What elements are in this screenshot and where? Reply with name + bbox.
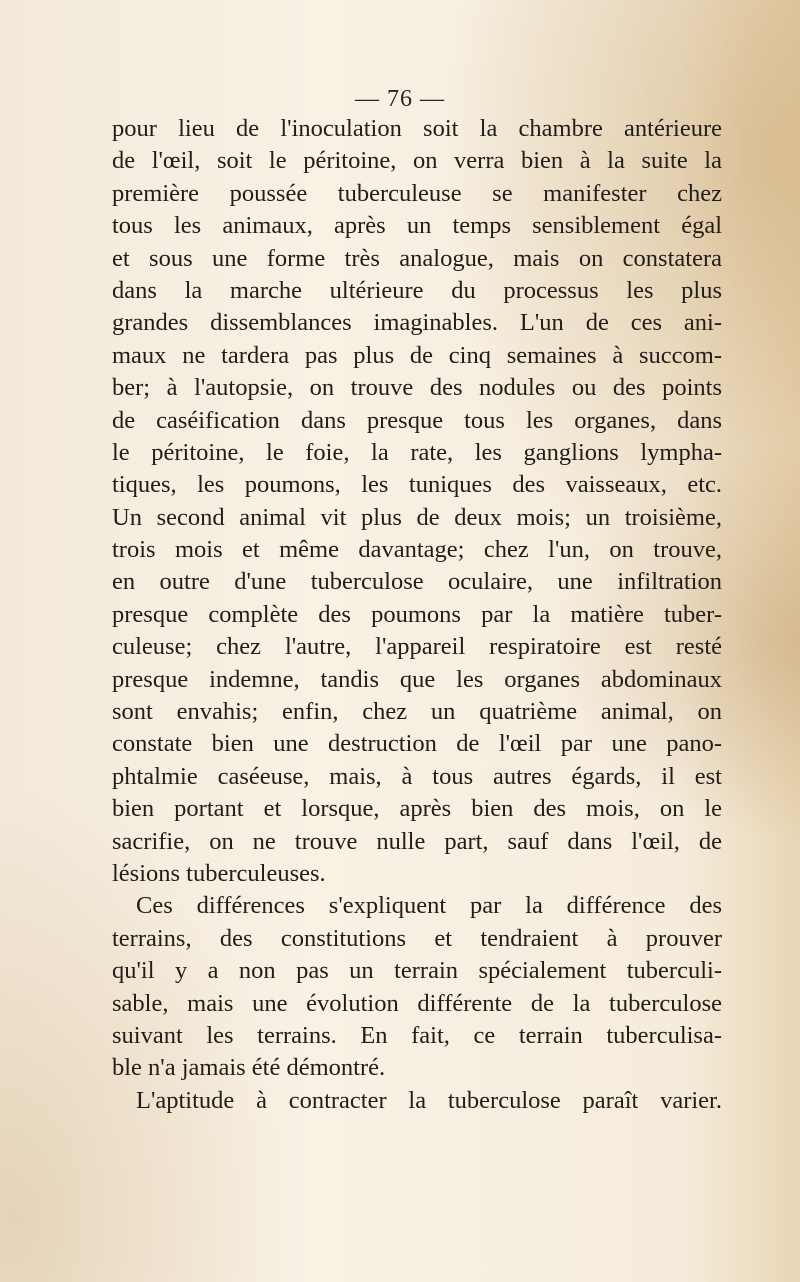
text-line: sont envahis; enfin, chez un quatrième animal, on [112, 698, 722, 726]
body-text [112, 113, 722, 1117]
text-line: pour lieu de l'inoculation soit la chambre antérieure [112, 115, 722, 142]
text-line: terrains, des constitutions et tendraient à prouver [112, 924, 722, 952]
text-line: constate bien une destruction de l'œil par une pano- [112, 730, 722, 758]
text-line: L'aptitude à contracter la tuberculose paraît varier. [136, 1086, 722, 1114]
text-line: tous les animaux, après un temps sensiblement égal [112, 212, 722, 240]
text-line: bien portant et lorsque, après bien des mois, on le [112, 795, 722, 823]
text-line: maux ne tardera pas plus de cinq semaines à succom- [112, 341, 722, 369]
text-line: Un second animal vit plus de deux mois; un troisième, [112, 503, 722, 531]
text-line: le péritoine, le foie, la rate, les ganglions lympha- [112, 438, 722, 466]
text-line: sable, mais une évolution différente de la tuberculose [112, 989, 722, 1017]
text-line: tiques, les poumons, les tuniques des vaisseaux, etc. [112, 471, 722, 499]
page-number: — 76 — [355, 86, 445, 112]
text-line: presque complète des poumons par la matière tuber- [112, 600, 722, 628]
text-line: de caséification dans presque tous les organes, dans [112, 406, 722, 434]
text-line: et sous une forme très analogue, mais on constatera [112, 244, 722, 272]
text-line: qu'il y a non pas un terrain spécialement tuberculi- [112, 957, 722, 985]
text-line: culeuse; chez l'autre, l'appareil respiratoire est resté [112, 633, 722, 661]
text-line: sacrifie, on ne trouve nulle part, sauf dans l'œil, de [112, 827, 722, 855]
text-line: suivant les terrains. En fait, ce terrain tuberculisa- [112, 1021, 722, 1049]
text-line: grandes dissemblances imaginables. L'un de ces ani- [112, 309, 722, 337]
text-line: phtalmie caséeuse, mais, à tous autres égards, il est [112, 762, 722, 790]
text-line: dans la marche ultérieure du processus les plus [112, 276, 722, 304]
text-line: presque indemne, tandis que les organes abdominaux [112, 665, 722, 693]
text-line: Ces différences s'expliquent par la différence des [136, 892, 722, 920]
text-line: de l'œil, soit le péritoine, on verra bien à la suite la [112, 147, 722, 175]
text-line: lésions tuberculeuses. [112, 859, 326, 887]
text-line: première poussée tuberculeuse se manifester chez [112, 179, 722, 207]
text-line: trois mois et même davantage; chez l'un, on trouve, [112, 536, 722, 564]
text-line: ble n'a jamais été démontré. [112, 1054, 386, 1082]
text-line: en outre d'une tuberculose oculaire, une infiltration [112, 568, 722, 596]
text-line: ber; à l'autopsie, on trouve des nodules ou des points [112, 374, 722, 402]
